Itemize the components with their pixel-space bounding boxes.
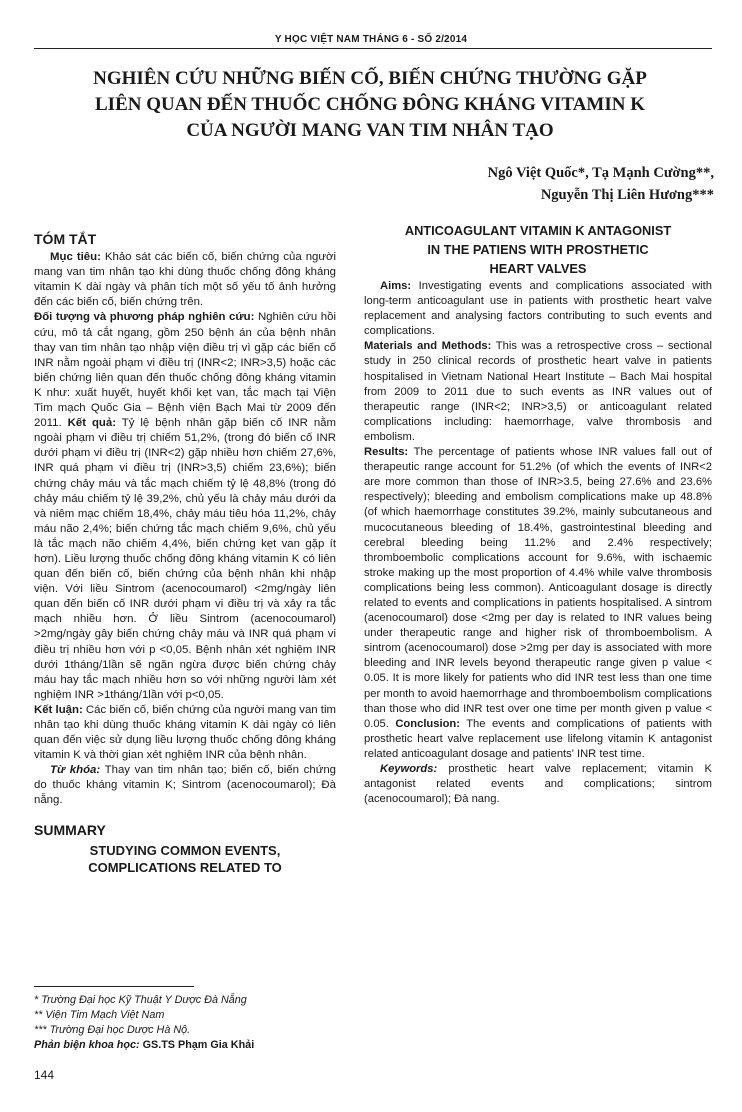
aims-label: Mục tiêu:: [50, 251, 101, 264]
conclusion-text: Các biến cố, biến chứng của người mang van tim nhân tạo khi dùng thuốc kháng vitamin K dài ngày có liên quan đến việc sử dụng liều lượng thuốc chống đông kháng vitamin K và thời gian xét nghiệm INR của bệnh nhân.: [34, 703, 336, 762]
reviewer-name: GS.TS Phạm Gia Khải: [139, 1039, 255, 1051]
authors: [488, 162, 714, 206]
footnote: * Trường Đại học Kỹ Thuật Y Dược Đà Nẵng: [34, 994, 247, 1006]
summary-title-line: STUDYING COMMON EVENTS,: [89, 842, 281, 858]
footnote-rule: [34, 986, 194, 987]
page-number: 144: [34, 1068, 55, 1082]
author-line: Ngô Việt Quốc*, Tạ Mạnh Cường**,: [487, 165, 714, 181]
summary-title-line: COMPLICATIONS RELATED TO: [88, 859, 282, 875]
keywords-text: prosthetic heart valve replacement; vitamin K antagonist related events and complications; sintrom (acenocoumarol); Đà nang.: [364, 763, 712, 806]
footnote: *** Trường Đại học Dược Hà Nộ.: [34, 1024, 191, 1036]
methods-text: This was a retrospective cross – sectional study in 250 clinical records of prosthetic heart valve in patients hospitalised in Vietnam National Heart Institute – Bach Mai hospital from 2009 to 2011 due to such events as INR values out of therapeutic range (INR<2; INR>3,5) or anticoagulant related complications including: haemorrhage, valve thrombosis and embolism.: [364, 340, 712, 443]
reviewer-label: Phản biện khoa học:: [34, 1039, 140, 1051]
english-methods: [364, 339, 712, 445]
methods-text: Nghiên cứu hồi cứu, mô tả cắt ngang, gồm 250 bệnh án của bệnh nhân thay van tim nhân tạo nhập viện điều trị vì gặp các biến cố INR nằm ngoài phạm vi điều trị (INR<2; INR>3,5) hoặc các biến chứng liên quan đến thuốc chống đông kháng vitamin K như: xuất huyết, huyết khối kẹt van, tắc mạch tại Viện Tim mạch Quốc Gia – Bệnh viện Bạch Mai từ 2009 đến 2011.: [34, 311, 336, 430]
abstract-conclusion: [34, 703, 336, 763]
journal-header: Y HỌC VIỆT NAM THÁNG 6 - SỐ 2/2014: [274, 34, 468, 45]
title-line: NGHIÊN CỨU NHỮNG BIẾN CỐ, BIẾN CHỨNG THƯỜNG GẶP: [93, 68, 647, 89]
abstract-methods: [34, 310, 336, 702]
english-title-line: ANTICOAGULANT VITAMIN K ANTAGONIST: [404, 223, 672, 238]
author-line: Nguyễn Thị Liên Hương***: [540, 187, 714, 203]
results-label: Results:: [364, 446, 409, 459]
aims-text: Investigating events and complications associated with long-term anticoagulant use in patients with prosthetic heart valve replacement and analysing factors contributing to such events and complications.: [364, 280, 712, 338]
english-aims: [364, 279, 712, 339]
aims-text: Khảo sát các biến cố, biến chứng của người mang van tim nhân tạo khi dùng thuốc chống đông kháng vitamin K dài ngày và phân tích một số yếu tố ảnh hưởng đến các biến cố, biến chứng trên.: [34, 251, 336, 309]
english-results: [364, 445, 712, 762]
keywords-text: Thay van tim nhân tạo; biến cố, biến chứng do thuốc kháng vitamin K; Sintrom (acenocoumarol); Đà nẵng.: [34, 764, 336, 807]
methods-label: Materials and Methods:: [364, 340, 492, 353]
results-text: The percentage of patients whose INR values fall out of therapeutic range account for 51.2% (of which the events of INR<2 are more common than those of INR>3.5, being 27.6% and 23.6% respectively); bleeding and embolism complications make up 48.8% (of which haemorrhage constitutes 39.2%, mainly subcutaneous and mucocutaneous bleeding of 18.4%, gastrointestinal bleeding and cerebral bleeding being 11.2% and 2.4% respectively; thromboembolic complications account for 9.6%, with ischaemic stroke making up the most proportion of 4.4% while valve thrombosis complications being less common). Anticoagulant dosage is directly related to events and complications in patients hospitalised. A sintrom (acenocoumarol) dose <2mg per day is related to INR values being under therapeutic range and higher risk of thromboembolism. A sintrom (acenocoumarol) dose >2mg per day is associated with more bleeding and INR levels beyond therapeutic range given p value < 0.05. It is more likely for patients who did INR test less than one time per month to avoid haemorrhage and thromboembolism complications than those who did INR test over one time per month given p value < 0.05.: [364, 446, 712, 730]
abstract-aims: [34, 250, 336, 310]
abstract-heading: TÓM TẮT: [34, 231, 97, 247]
english-title-line: HEART VALVES: [489, 261, 587, 276]
keywords-label: Keywords:: [380, 763, 438, 775]
title-line: CỦA NGƯỜI MANG VAN TIM NHÂN TẠO: [186, 120, 554, 141]
results-label: Kết quả:: [67, 417, 116, 430]
reviewer-line: [34, 1038, 336, 1053]
english-title-line: IN THE PATIENS WITH PROSTHETIC: [427, 242, 649, 257]
header-rule: [34, 48, 712, 49]
footnote: ** Viện Tim Mạch Việt Nam: [34, 1009, 165, 1021]
conclusion-text: The events and complications of patients with prosthetic heart valve replacement use lifelong vitamin K antagonist related anticoagulant dosage and patients' INR test time.: [364, 717, 712, 760]
english-abstract-column: [364, 222, 712, 807]
article-title: [70, 66, 670, 144]
aims-label: Aims:: [380, 280, 412, 292]
methods-label: Đối tượng và phương pháp nghiên cứu:: [34, 311, 255, 324]
keywords-label: Từ khóa:: [50, 764, 101, 777]
english-keywords: [364, 762, 712, 807]
vietnamese-abstract-column: [34, 232, 336, 876]
summary-heading: SUMMARY: [34, 821, 106, 838]
abstract-keywords: [34, 763, 336, 808]
footnotes: [34, 993, 336, 1053]
conclusion-label: Kết luận:: [34, 703, 83, 716]
conclusion-label: Conclusion:: [395, 717, 460, 730]
results-text: Tỷ lệ bệnh nhân gặp biến cố INR nằm ngoài phạm vi điều trị chiếm 51,2%, (trong đó biến cố INR dưới phạm vi điều trị (INR<2) gặp nhiều hơn chiếm 27,6%, INR quá phạm vi điều trị (INR>3,5) chiếm 23,6%); biến chứng chảy máu và tắc mạch chiếm tỷ lệ 48,8% (trong đó chảy máu chiếm tỷ lệ 39,2%, chủ yếu là chảy máu dưới da và niêm mạc chiếm 18,4%, chảy máu tiêu hóa 11,2%, chảy máu não 2,4%; biến chứng tắc mạch chiếm 9,6%, chủ yếu là tắc mạch não chiếm 4,4%, biến chứng kẹt van gặp ít hơn). Liều lượng thuốc chống đông kháng vitamin K có liên quan đến biến cố, biến chứng của bệnh nhân khi nhập viện. Với liều Sintrom (acenocoumarol) <2mg/ngày liên quan đến biến cố INR dưới phạm vi điều trị và xảy ra tắc mạch nhiều hơn. Ở liều Sintrom (acenocoumarol) >2mg/ngày gây biến chứng chảy máu và INR quá phạm vi điều trị nhiều hơn với p <0,05. Bệnh nhân xét nghiệm INR dưới 1tháng/1lần sẽ ngăn ngừa được biến chứng chảy máu hay tắc mạch nhiều hơn so với những người làm xét nghiệm INR >1tháng/1lần với p<0,05.: [34, 417, 336, 701]
title-line: LIÊN QUAN ĐẾN THUỐC CHỐNG ĐÔNG KHÁNG VITAMIN K: [95, 94, 645, 115]
